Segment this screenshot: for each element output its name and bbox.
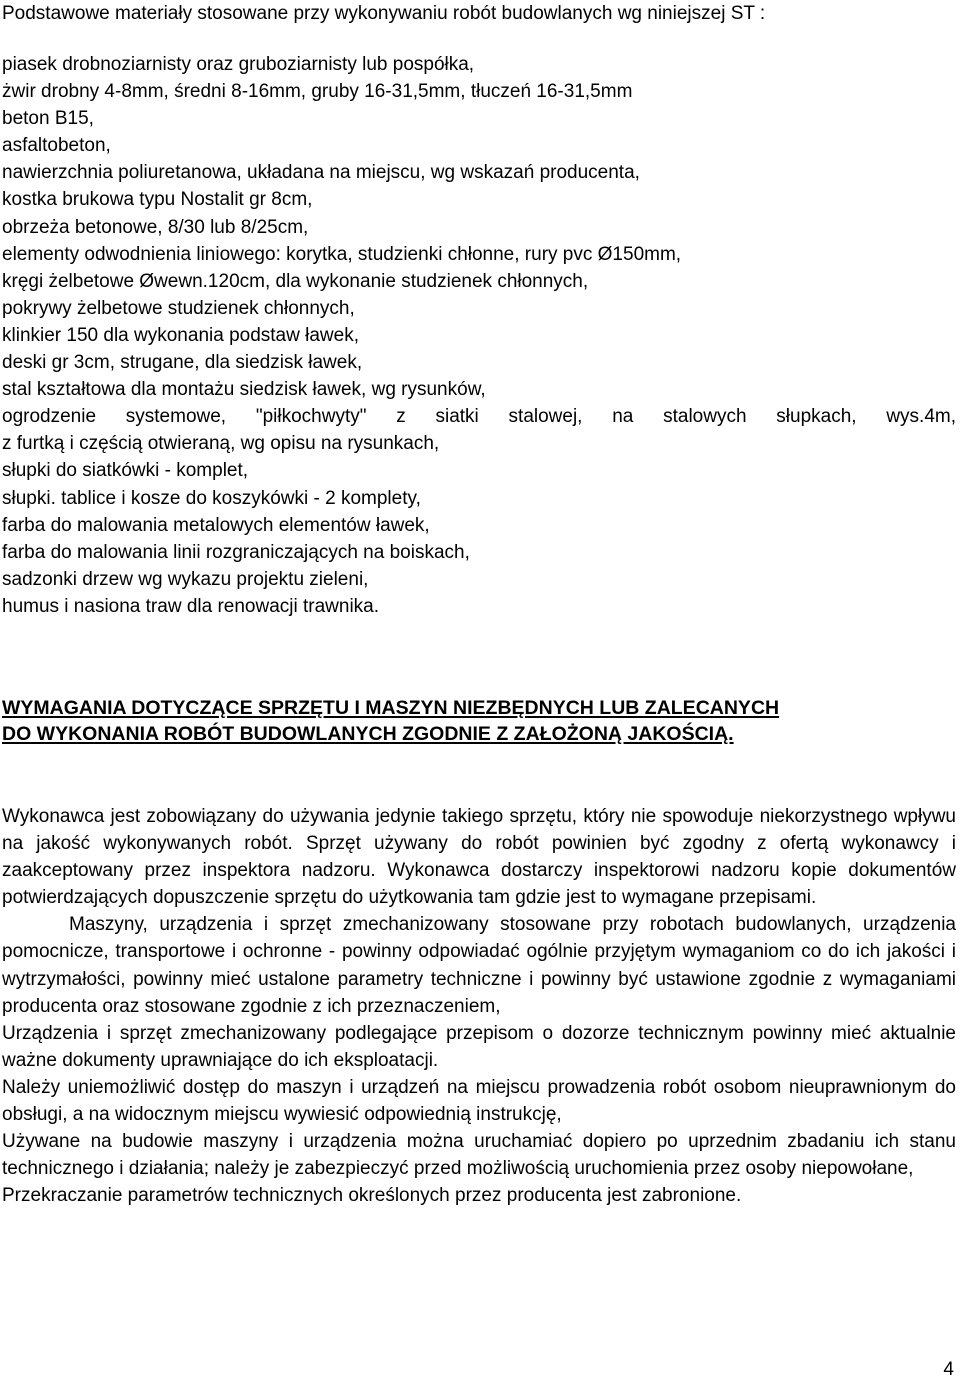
- list-item: farba do malowania linii rozgraniczających na boiskach,: [2, 541, 470, 563]
- list-item: obrzeża betonowe, 8/30 lub 8/25cm,: [2, 216, 309, 238]
- paragraph-inspection: Używane na budowie maszyny i urządzenia można uruchamiać dopiero po uprzednim zbadaniu ich stanu technicznego i działania; należy je zabezpieczyć przed możliwością uruchomienia przez osoby niepowołane,: [2, 1131, 956, 1180]
- paragraph-technical-supervision: Urządzenia i sprzęt zmechanizowany podlegające przepisom o dozorze technicznym powinny mieć aktualnie ważne dokumenty uprawniające do ich eksploatacji.: [2, 1022, 956, 1071]
- list-item: beton B15,: [2, 108, 94, 130]
- list-item: pokrywy żelbetowe studzienek chłonnych,: [2, 297, 355, 319]
- paragraph-access: Należy uniemożliwić dostęp do maszyn i urządzeń na miejscu prowadzenia robót osobom nieuprawnionym do obsługi, a na widocznym miejscu wywiesić odpowiednią instrukcję,: [2, 1076, 956, 1126]
- paragraph-equipment: Wykonawca jest zobowiązany do używania jedynie takiego sprzętu, który nie spowoduje niekorzystnego wpływu na jakość wykonywanych robót. Sprzęt używany do robót powinien być zgodny z ofertą wykonawcy i zaakceptowany przez inspektora nadzoru. Wykonawca dostarczy inspektorowi nadzoru kopie dokumentów potwierdzających dopuszczenie sprzętu do użytkowania tam gdzie jest to wymagane przepisami.: [2, 806, 956, 909]
- list-item: piasek drobnoziarnisty oraz gruboziarnisty lub pospółka,: [2, 54, 475, 75]
- list-item: kręgi żelbetowe Øwewn.120cm, dla wykonanie studzienek chłonnych,: [2, 270, 589, 292]
- page-number: 4: [943, 1359, 954, 1380]
- list-item: nawierzchnia poliuretanowa, układana na miejscu, wg wskazań producenta,: [2, 162, 640, 184]
- list-item: sadzonki drzew wg wykazu projektu zieleni,: [2, 568, 369, 590]
- section-heading: [2, 695, 952, 747]
- list-item: farba do malowania metalowych elementów ławek,: [2, 514, 430, 536]
- list-item: słupki. tablice i kosze do koszykówki - 2 komplety,: [2, 487, 421, 509]
- list-item: klinkier 150 dla wykonania podstaw ławek,: [2, 324, 359, 346]
- list-item: z furtką i częścią otwieraną, wg opisu na rysunkach,: [2, 433, 440, 455]
- paragraph-parameters: Przekraczanie parametrów technicznych określonych przez producenta jest zabronione.: [2, 1185, 742, 1207]
- materials-list: [2, 51, 956, 620]
- list-item: deski gr 3cm, strugane, dla siedzisk ławek,: [2, 352, 363, 374]
- list-item: żwir drobny 4-8mm, średni 8-16mm, gruby 16-31,5mm, tłuczeń 16-31,5mm: [2, 81, 633, 103]
- section-heading-line-1: WYMAGANIA DOTYCZĄCE SPRZĘTU I MASZYN NIEZBĘDNYCH LUB ZALECANYCH: [2, 697, 780, 719]
- intro-line: Podstawowe materiały stosowane przy wykonywaniu robót budowlanych wg niniejszej ST :: [2, 3, 766, 24]
- list-item: humus i nasiona traw dla renowacji trawnika.: [2, 595, 380, 617]
- list-item: asfaltobeton,: [2, 135, 111, 157]
- list-item: elementy odwodnienia liniowego: korytka, studzienki chłonne, rury pvc Ø150mm,: [2, 243, 682, 265]
- section-heading-line-2: DO WYKONANIA ROBÓT BUDOWLANYCH ZGODNIE Z ZAŁOŻONĄ JAKOŚCIĄ.: [2, 723, 734, 745]
- list-item: kostka brukowa typu Nostalit gr 8cm,: [2, 189, 313, 211]
- list-item: stal kształtowa dla montażu siedzisk ławek, wg rysunków,: [2, 379, 486, 401]
- list-item: ogrodzenie systemowe, "piłkochwyty" z siatki stalowej, na stalowych słupkach, wys.4m,: [2, 406, 956, 428]
- list-item: słupki do siatkówki - komplet,: [2, 460, 249, 482]
- paragraph-machines: Maszyny, urządzenia i sprzęt zmechanizowany stosowane przy robotach budowlanych, urządzenia pomocnicze, transportowe i ochronne - powinny odpowiadać ogólnie przyjętym wymaganiom co do ich jakości i wytrzymałości, powinny mieć ustalone parametry techniczne i powinny być ustawione zgodnie z wymaganiami producenta oraz stosowane zgodnie z ich przeznaczeniem,: [2, 914, 956, 1017]
- body-text: [2, 803, 956, 1209]
